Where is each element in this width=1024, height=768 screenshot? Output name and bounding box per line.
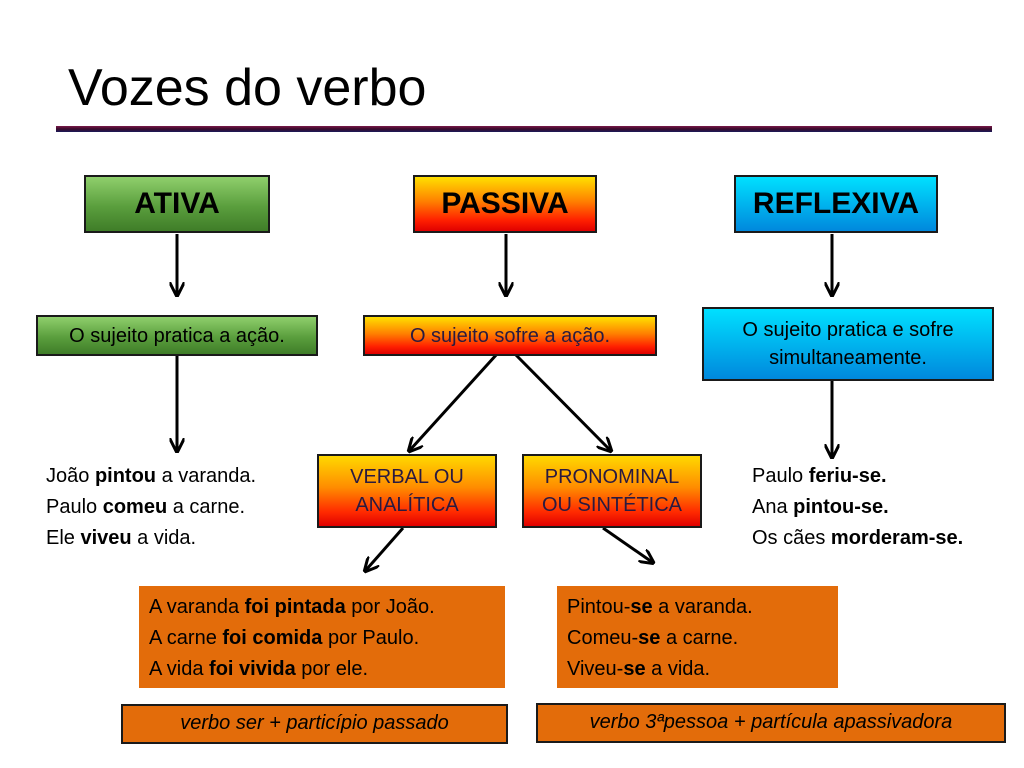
arrow-passiva-pronominal bbox=[515, 354, 610, 450]
example-line: Paulo feriu-se. bbox=[752, 465, 887, 487]
analitica-examples-box bbox=[139, 586, 505, 688]
passiva-definition bbox=[363, 315, 657, 356]
ativa-definition-text: O sujeito pratica a ação. bbox=[69, 324, 285, 347]
example-line: Ana pintou-se. bbox=[752, 496, 889, 518]
reflexiva-definition-line2: simultaneamente. bbox=[769, 347, 927, 369]
example-line: Ele viveu a vida. bbox=[46, 527, 197, 549]
arrow-pronominal-examples bbox=[603, 528, 652, 562]
passiva-header-label: PASSIVA bbox=[441, 187, 569, 220]
sintetica-examples-box bbox=[557, 586, 838, 688]
passiva-header bbox=[413, 175, 597, 233]
ativa-header bbox=[84, 175, 270, 233]
arrow-verbal-examples bbox=[366, 528, 403, 570]
verbal-line1: VERBAL OU bbox=[350, 466, 464, 488]
example-line: Viveu-se a vida. bbox=[567, 658, 711, 680]
example-line: Os cães morderam-se. bbox=[752, 527, 964, 549]
passiva-definition-text: O sujeito sofre a ação. bbox=[409, 324, 611, 347]
example-line: Pintou-se a varanda. bbox=[567, 596, 753, 618]
ativa-definition bbox=[36, 315, 318, 356]
verbal-analitica-box bbox=[317, 454, 497, 528]
ativa-examples bbox=[46, 461, 256, 554]
example-line: A varanda foi pintada por João. bbox=[149, 596, 435, 618]
verbal-line2: ANALÍTICA bbox=[355, 494, 459, 516]
example-line: João pintou a varanda. bbox=[46, 465, 257, 487]
example-line: A vida foi vivida por ele. bbox=[149, 658, 369, 680]
reflexiva-header bbox=[734, 175, 938, 233]
reflexiva-examples bbox=[752, 461, 963, 554]
pronominal-line1: PRONOMINAL bbox=[544, 466, 680, 488]
arrow-passiva-verbal bbox=[410, 354, 497, 450]
pronominal-line2: OU SINTÉTICA bbox=[541, 494, 682, 516]
reflexiva-definition-line1: O sujeito pratica e sofre bbox=[742, 319, 954, 341]
page-title: Vozes do verbo bbox=[68, 59, 427, 117]
sintetica-formula: verbo 3ªpessoa + partícula apassivadora bbox=[536, 703, 1006, 743]
example-line: Comeu-se a carne. bbox=[567, 627, 739, 649]
reflexiva-definition bbox=[702, 307, 994, 381]
analitica-formula: verbo ser + particípio passado bbox=[121, 704, 508, 744]
reflexiva-header-label: REFLEXIVA bbox=[752, 187, 920, 220]
example-line: A carne foi comida por Paulo. bbox=[149, 627, 420, 649]
ativa-header-label: ATIVA bbox=[134, 187, 220, 220]
example-line: Paulo comeu a carne. bbox=[46, 496, 246, 518]
pronominal-sintetica-box bbox=[522, 454, 702, 528]
